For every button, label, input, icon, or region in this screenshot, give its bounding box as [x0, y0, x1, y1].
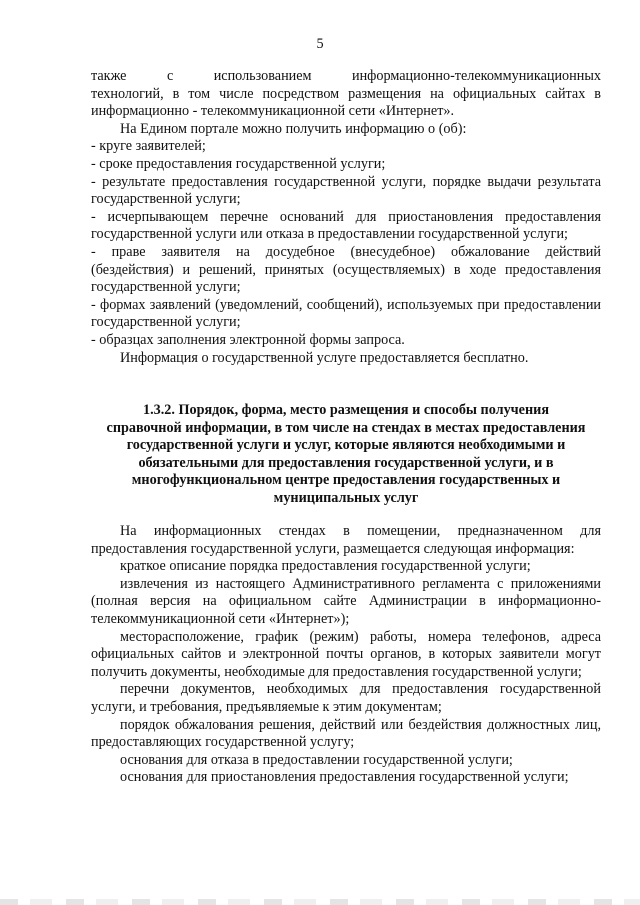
portal-intro: На Едином портале можно получить информацию о (об): — [120, 120, 467, 137]
word: использованием — [213, 68, 312, 84]
scan-artifact — [0, 899, 640, 905]
free-note: Информация о государственной услуге предоставляется бесплатно. — [120, 349, 529, 366]
word: с — [166, 68, 174, 84]
list-item: извлечения из настоящего Административного регламента с приложениями (полная версия на официальном сайте Администрации в информационно-телекоммуникационной сети «Интернет»); — [91, 575, 601, 627]
page-number: 5 — [316, 36, 324, 52]
list-item: основания для приостановления предоставления государственной услуги; — [120, 769, 569, 786]
paragraph-continuation: технологий, в том числе посредством размещения на официальных сайтах в информационно - телекоммуникационной сети «Интернет». — [91, 85, 601, 120]
first-line — [91, 68, 601, 86]
stands-intro: На информационных стендах в помещении, предназначенном для предоставления государственной услуги, размещается следующая информация: — [91, 523, 601, 557]
list-item: - исчерпывающем перечне оснований для приостановления предоставления государственной услуги или отказа в предоставлении государственной услуги; — [91, 208, 601, 243]
section-heading-block — [104, 402, 588, 508]
list-item: краткое описание порядка предоставления государственной услуги; — [120, 558, 531, 575]
text-block-portal — [91, 68, 601, 367]
list-item: - результате предоставления государственной услуги, порядке выдачи результата государственной услуги; — [91, 173, 601, 208]
list-item: - сроке предоставления государственной услуги; — [91, 155, 386, 172]
list-item: - образцах заполнения электронной формы запроса. — [91, 331, 405, 348]
list-item: - круге заявителей; — [91, 138, 206, 155]
list-item: месторасположение, график (режим) работы, номера телефонов, адреса официальных сайтов и электронной почты органов, в которых заявители могут получить документы, необходимые для предоставления государственной услуги; — [91, 628, 601, 680]
list-item: основания для отказа в предоставлении государственной услуги; — [120, 751, 513, 768]
list-item: порядок обжалования решения, действий или бездействия должностных лиц, предоставляющих государственной услугу; — [91, 716, 601, 751]
section-heading: 1.3.2. Порядок, форма, место размещения и способы получения справочной информации, в том числе на стендах в местах предоставления государственной услуги и услуг, которые являются необходимыми и обязательными для предоставления государственной услуги, и в многофункциональном центре предоставления государственных и муниципальных услуг — [106, 402, 586, 506]
list-item: - праве заявителя на досудебное (внесудебное) обжалование действий (бездействия) и решений, принятых (осуществляемых) в ходе предоставления государственной услуги; — [91, 243, 601, 296]
list-item: перечни документов, необходимых для предоставления государственной услуги, и требования, предъявляемые к этим документам; — [91, 681, 601, 715]
word: также — [91, 68, 127, 84]
word: информационно-телекоммуникационных — [351, 68, 601, 84]
list-item: - формах заявлений (уведомлений, сообщений), используемых при предоставлении государственной услуги; — [91, 296, 601, 331]
text-block-stands — [91, 523, 601, 787]
